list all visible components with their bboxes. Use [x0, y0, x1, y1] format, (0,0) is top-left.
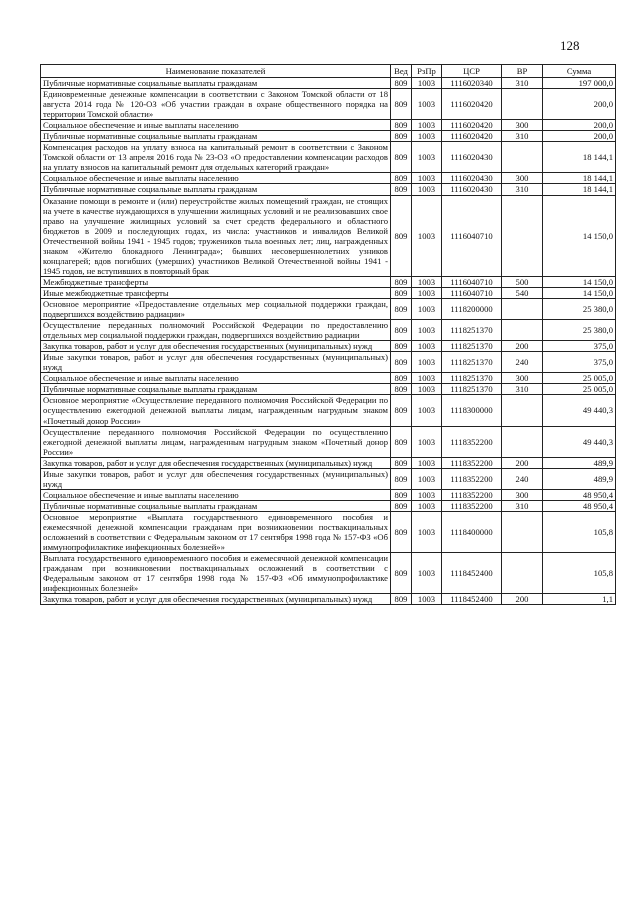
cell-name: Социальное обеспечение и иные выплаты населению — [41, 173, 391, 184]
cell-sum: 25 380,0 — [543, 320, 616, 341]
table-row — [41, 489, 616, 500]
cell-csr: 1118251370 — [442, 352, 502, 373]
table-row — [41, 395, 616, 426]
cell-ved: 809 — [391, 426, 412, 457]
cell-sum: 200,0 — [543, 89, 616, 120]
cell-sum: 105,8 — [543, 553, 616, 594]
cell-name: Закупка товаров, работ и услуг для обеспечения государственных (муниципальных) нужд — [41, 457, 391, 468]
cell-vr: 240 — [502, 352, 543, 373]
cell-name: Иные закупки товаров, работ и услуг для обеспечения государственных (муниципальных) нужд — [41, 352, 391, 373]
cell-name: Социальное обеспечение и иные выплаты населению — [41, 120, 391, 131]
cell-sum: 49 440,3 — [543, 426, 616, 457]
cell-sum: 25 005,0 — [543, 373, 616, 384]
table-row — [41, 373, 616, 384]
cell-ved: 809 — [391, 468, 412, 489]
cell-ved: 809 — [391, 373, 412, 384]
cell-csr: 1118352200 — [442, 457, 502, 468]
cell-name: Публичные нормативные социальные выплаты гражданам — [41, 78, 391, 89]
cell-ved: 809 — [391, 553, 412, 594]
cell-name: Выплата государственного единовременного пособия и ежемесячной денежной компенсации гражданам при возникновении поствакцинальных осложнений в соответствии с Федеральным законом от 17 сентября 1998 года № 157-ФЗ «Об иммунопрофилактике инфекционных болезней» — [41, 553, 391, 594]
cell-ved: 809 — [391, 457, 412, 468]
cell-vr — [502, 426, 543, 457]
cell-vr: 310 — [502, 500, 543, 511]
cell-sum: 25 380,0 — [543, 298, 616, 319]
table-header-row — [41, 65, 616, 78]
cell-name: Публичные нормативные социальные выплаты гражданам — [41, 384, 391, 395]
cell-vr: 310 — [502, 78, 543, 89]
cell-name: Социальное обеспечение и иные выплаты населению — [41, 373, 391, 384]
cell-sum: 18 144,1 — [543, 184, 616, 195]
cell-ved: 809 — [391, 320, 412, 341]
cell-csr: 1118352200 — [442, 468, 502, 489]
cell-ved: 809 — [391, 120, 412, 131]
cell-sum: 489,9 — [543, 457, 616, 468]
table-row — [41, 457, 616, 468]
cell-ved: 809 — [391, 89, 412, 120]
cell-rzpr: 1003 — [412, 426, 442, 457]
cell-csr: 1116020420 — [442, 89, 502, 120]
cell-rzpr: 1003 — [412, 352, 442, 373]
cell-ved: 809 — [391, 341, 412, 352]
cell-csr: 1118300000 — [442, 395, 502, 426]
cell-sum: 14 150,0 — [543, 195, 616, 276]
cell-name: Основное мероприятие «Осуществление переданного полномочия Российской Федерации по осуществлению ежегодной денежной выплаты лицам, награжденным нагрудным знаком «Почетный донор России» — [41, 395, 391, 426]
cell-csr: 1118452400 — [442, 553, 502, 594]
cell-vr — [502, 395, 543, 426]
cell-csr: 1118251370 — [442, 341, 502, 352]
cell-rzpr: 1003 — [412, 173, 442, 184]
table-row — [41, 131, 616, 142]
cell-name: Компенсация расходов на уплату взноса на капитальный ремонт в соответствии с Законом Томской области от 13 апреля 2016 года № 23-ОЗ «О предоставлении компенсации расходов на уплату взносов на капитальный ремонт для отдельных категорий граждан» — [41, 142, 391, 173]
cell-name: Единовременные денежные компенсации в соответствии с Законом Томской области от 18 августа 2014 года № 120-ОЗ «Об участии граждан в охране общественного порядка на территории Томской области» — [41, 89, 391, 120]
cell-ved: 809 — [391, 173, 412, 184]
cell-name: Публичные нормативные социальные выплаты гражданам — [41, 184, 391, 195]
table-row — [41, 287, 616, 298]
cell-rzpr: 1003 — [412, 500, 442, 511]
cell-vr: 200 — [502, 457, 543, 468]
table-row — [41, 426, 616, 457]
cell-rzpr: 1003 — [412, 489, 442, 500]
cell-csr: 1118251370 — [442, 384, 502, 395]
cell-ved: 809 — [391, 184, 412, 195]
header-sum: Сумма — [543, 65, 616, 78]
cell-ved: 809 — [391, 287, 412, 298]
cell-rzpr: 1003 — [412, 384, 442, 395]
cell-csr: 1118251370 — [442, 320, 502, 341]
cell-rzpr: 1003 — [412, 341, 442, 352]
cell-name: Оказание помощи в ремонте и (или) переустройстве жилых помещений граждан, не стоящих на учете в качестве нуждающихся в улучшении жилищных условий и не реализовавших свое право на улучшение жилищных условий за счет средств федерального и областного бюджетов в 2009 и последующих годах, из числа: участников и инвалидов Великой Отечественной войны 1941 - 1945 годов; тружеников тыла военных лет; лиц, награжденных знаком «Жителю блокадного Ленинграда»; бывших несовершеннолетних узников концлагерей; вдов погибших (умерших) участников Великой Отечественной войны 1941 - 1945 годов, не вступивших в повторный брак — [41, 195, 391, 276]
cell-vr: 310 — [502, 184, 543, 195]
cell-sum: 489,9 — [543, 468, 616, 489]
table-row — [41, 89, 616, 120]
cell-csr: 1118352200 — [442, 489, 502, 500]
table-row — [41, 384, 616, 395]
cell-rzpr: 1003 — [412, 594, 442, 605]
cell-rzpr: 1003 — [412, 184, 442, 195]
cell-rzpr: 1003 — [412, 89, 442, 120]
cell-name: Основное мероприятие «Выплата государственного единовременного пособия и ежемесячной денежной компенсации гражданам при возникновении поствакцинальных осложнений в соответствии с Федеральным законом от 17 сентября 1998 года № 157-ФЗ «Об иммунопрофилактике инфекционных болезней»» — [41, 511, 391, 552]
cell-vr: 300 — [502, 489, 543, 500]
table-row — [41, 352, 616, 373]
cell-rzpr: 1003 — [412, 320, 442, 341]
cell-vr: 540 — [502, 287, 543, 298]
cell-sum: 375,0 — [543, 352, 616, 373]
cell-csr: 1116020420 — [442, 131, 502, 142]
cell-name: Осуществление переданных полномочий Российской Федерации по предоставлению отдельных мер социальной поддержки граждан, подвергшихся воздействию радиации — [41, 320, 391, 341]
cell-name: Социальное обеспечение и иные выплаты населению — [41, 489, 391, 500]
table-row — [41, 78, 616, 89]
table-row — [41, 120, 616, 131]
cell-sum: 200,0 — [543, 131, 616, 142]
cell-vr — [502, 511, 543, 552]
cell-vr — [502, 142, 543, 173]
header-name: Наименование показателей — [41, 65, 391, 78]
cell-ved: 809 — [391, 195, 412, 276]
cell-ved: 809 — [391, 511, 412, 552]
cell-csr: 1118352200 — [442, 500, 502, 511]
cell-vr — [502, 298, 543, 319]
cell-ved: 809 — [391, 131, 412, 142]
cell-name: Иные межбюджетные трансферты — [41, 287, 391, 298]
cell-vr — [502, 320, 543, 341]
table-row — [41, 468, 616, 489]
cell-sum: 48 950,4 — [543, 489, 616, 500]
cell-sum: 18 144,1 — [543, 173, 616, 184]
cell-sum: 14 150,0 — [543, 276, 616, 287]
cell-sum: 375,0 — [543, 341, 616, 352]
cell-rzpr: 1003 — [412, 553, 442, 594]
cell-vr: 300 — [502, 373, 543, 384]
cell-csr: 1118352200 — [442, 426, 502, 457]
cell-sum: 49 440,3 — [543, 395, 616, 426]
cell-ved: 809 — [391, 276, 412, 287]
cell-vr: 200 — [502, 341, 543, 352]
cell-vr: 300 — [502, 173, 543, 184]
cell-rzpr: 1003 — [412, 373, 442, 384]
cell-name: Закупка товаров, работ и услуг для обеспечения государственных (муниципальных) нужд — [41, 594, 391, 605]
table-row — [41, 173, 616, 184]
budget-table — [40, 64, 616, 605]
table-row — [41, 298, 616, 319]
cell-vr: 310 — [502, 384, 543, 395]
cell-sum: 200,0 — [543, 120, 616, 131]
cell-sum: 1,1 — [543, 594, 616, 605]
table-row — [41, 184, 616, 195]
table-row — [41, 142, 616, 173]
cell-rzpr: 1003 — [412, 511, 442, 552]
header-rzpr: РзПр — [412, 65, 442, 78]
cell-csr: 1116040710 — [442, 287, 502, 298]
table-row — [41, 276, 616, 287]
cell-ved: 809 — [391, 352, 412, 373]
cell-rzpr: 1003 — [412, 78, 442, 89]
cell-csr: 1116040710 — [442, 195, 502, 276]
cell-rzpr: 1003 — [412, 395, 442, 426]
cell-ved: 809 — [391, 395, 412, 426]
cell-vr: 200 — [502, 594, 543, 605]
cell-sum: 14 150,0 — [543, 287, 616, 298]
table-row — [41, 195, 616, 276]
cell-name: Иные закупки товаров, работ и услуг для обеспечения государственных (муниципальных) нужд — [41, 468, 391, 489]
cell-csr: 1116020340 — [442, 78, 502, 89]
cell-rzpr: 1003 — [412, 457, 442, 468]
cell-ved: 809 — [391, 78, 412, 89]
cell-csr: 1118200000 — [442, 298, 502, 319]
cell-vr — [502, 89, 543, 120]
cell-rzpr: 1003 — [412, 468, 442, 489]
cell-csr: 1116020430 — [442, 173, 502, 184]
cell-csr: 1116020430 — [442, 142, 502, 173]
cell-sum: 197 000,0 — [543, 78, 616, 89]
header-csr: ЦСР — [442, 65, 502, 78]
cell-rzpr: 1003 — [412, 195, 442, 276]
cell-csr: 1118452400 — [442, 594, 502, 605]
cell-vr: 300 — [502, 120, 543, 131]
cell-ved: 809 — [391, 500, 412, 511]
cell-rzpr: 1003 — [412, 142, 442, 173]
cell-ved: 809 — [391, 384, 412, 395]
cell-name: Публичные нормативные социальные выплаты гражданам — [41, 131, 391, 142]
table-row — [41, 320, 616, 341]
cell-csr: 1118400000 — [442, 511, 502, 552]
cell-name: Осуществление переданного полномочия Российской Федерации по осуществлению ежегодной денежной выплаты лицам, награжденным нагрудным знаком «Почетный донор России» — [41, 426, 391, 457]
table-row — [41, 553, 616, 594]
cell-vr: 240 — [502, 468, 543, 489]
cell-ved: 809 — [391, 594, 412, 605]
header-ved: Вед — [391, 65, 412, 78]
cell-sum: 18 144,1 — [543, 142, 616, 173]
cell-name: Межбюджетные трансферты — [41, 276, 391, 287]
cell-rzpr: 1003 — [412, 120, 442, 131]
cell-vr: 310 — [502, 131, 543, 142]
cell-rzpr: 1003 — [412, 276, 442, 287]
cell-csr: 1118251370 — [442, 373, 502, 384]
table-row — [41, 511, 616, 552]
cell-rzpr: 1003 — [412, 298, 442, 319]
cell-rzpr: 1003 — [412, 131, 442, 142]
table-row — [41, 594, 616, 605]
cell-vr — [502, 195, 543, 276]
cell-name: Закупка товаров, работ и услуг для обеспечения государственных (муниципальных) нужд — [41, 341, 391, 352]
cell-csr: 1116020430 — [442, 184, 502, 195]
cell-vr: 500 — [502, 276, 543, 287]
cell-sum: 105,8 — [543, 511, 616, 552]
cell-sum: 25 005,0 — [543, 384, 616, 395]
cell-ved: 809 — [391, 298, 412, 319]
cell-sum: 48 950,4 — [543, 500, 616, 511]
header-vr: ВР — [502, 65, 543, 78]
cell-ved: 809 — [391, 142, 412, 173]
table-body — [41, 78, 616, 605]
cell-name: Публичные нормативные социальные выплаты гражданам — [41, 500, 391, 511]
page-number: 128 — [560, 38, 580, 53]
cell-csr: 1116040710 — [442, 276, 502, 287]
cell-vr — [502, 553, 543, 594]
cell-name: Основное мероприятие «Предоставление отдельных мер социальной поддержки граждан, подвергшихся воздействию радиации» — [41, 298, 391, 319]
table-row — [41, 341, 616, 352]
cell-ved: 809 — [391, 489, 412, 500]
table-row — [41, 500, 616, 511]
cell-rzpr: 1003 — [412, 287, 442, 298]
cell-csr: 1116020420 — [442, 120, 502, 131]
